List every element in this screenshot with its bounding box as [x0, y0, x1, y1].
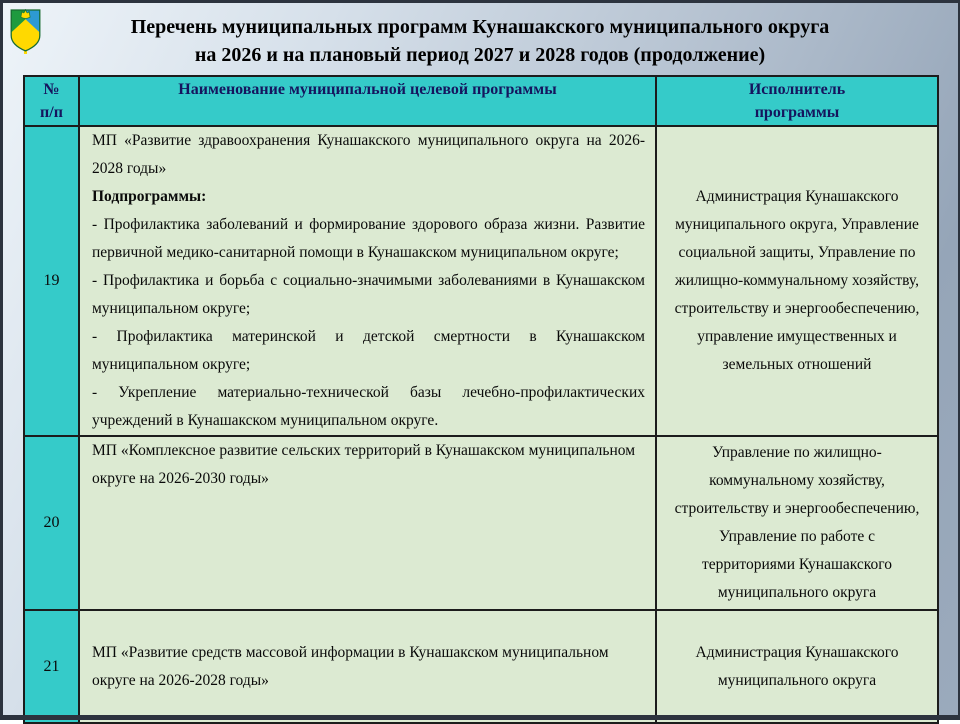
program-title: МП «Развитие здравоохранения Кунашакского муниципального округа на 2026-2028 годы»	[92, 132, 645, 177]
page-title-line2: на 2026 и на плановый период 2027 и 2028 годов (продолжение)	[194, 44, 766, 66]
header-cell-program-name	[79, 76, 656, 126]
programs-table	[23, 75, 939, 724]
table-row	[24, 126, 938, 436]
header-program-name-label: Наименование муниципальной целевой программы	[178, 81, 557, 98]
table-header-row	[24, 76, 938, 126]
row-number: 20	[24, 436, 79, 610]
table-row	[24, 610, 938, 723]
row-number: 21	[24, 610, 79, 723]
executor-cell: Администрация Кунашакского муниципального округа	[656, 610, 938, 723]
program-title: МП «Развитие средств массовой информации в Кунашакском муниципальном округе на 2026-2028 годы»	[92, 643, 609, 689]
page-title	[60, 13, 900, 69]
page-title-line1: Перечень муниципальных программ Кунашакского муниципального округа	[130, 16, 830, 38]
subprogram-item: - Профилактика заболеваний и формирование здорового образа жизни. Развитие первичной медико-санитарной помощи в Кунашакском муниципальном округе;	[92, 216, 645, 261]
coat-of-arms-icon	[10, 9, 41, 56]
executor-cell: Управление по жилищно-коммунальному хозяйству, строительству и энергообеспечению, Управление по работе с территориями Кунашакского муниципального округа	[656, 436, 938, 610]
frame-border-left	[0, 0, 3, 720]
subprogram-item: - Профилактика материнской и детской смертности в Кунашакском муниципальном округе;	[92, 328, 645, 373]
program-name-cell	[79, 610, 656, 723]
header-number-line1: №	[43, 81, 60, 98]
frame-border-bottom	[0, 715, 960, 720]
header-number-line2: п/п	[40, 104, 63, 121]
header-cell-executor	[656, 76, 938, 126]
header-cell-number	[24, 76, 79, 126]
subprogram-item: - Профилактика и борьба с социально-значимыми заболеваниями в Кунашакском муниципальном округе;	[92, 272, 645, 317]
header-executor-line1: Исполнитель	[748, 81, 846, 98]
header-executor-line2: программы	[754, 104, 840, 121]
subprogram-item: - Укрепление материально-технической базы лечебно-профилактических учреждений в Кунашакском муниципальном округе.	[92, 384, 645, 429]
program-title: МП «Комплексное развитие сельских территорий в Кунашакском муниципальном округе на 2026-2030 годы»	[92, 442, 636, 487]
program-name-cell	[79, 436, 656, 610]
subprograms-label: Подпрограммы:	[92, 188, 207, 205]
executor-cell: Администрация Кунашакского муниципального округа, Управление социальной защиты, Управление по жилищно-коммунальному хозяйству, строительству и энергообеспечению, управление имущественных и земельных отношений	[656, 126, 938, 436]
table-row	[24, 436, 938, 610]
frame-border-top	[0, 0, 960, 3]
row-number: 19	[24, 126, 79, 436]
program-name-cell	[79, 126, 656, 436]
